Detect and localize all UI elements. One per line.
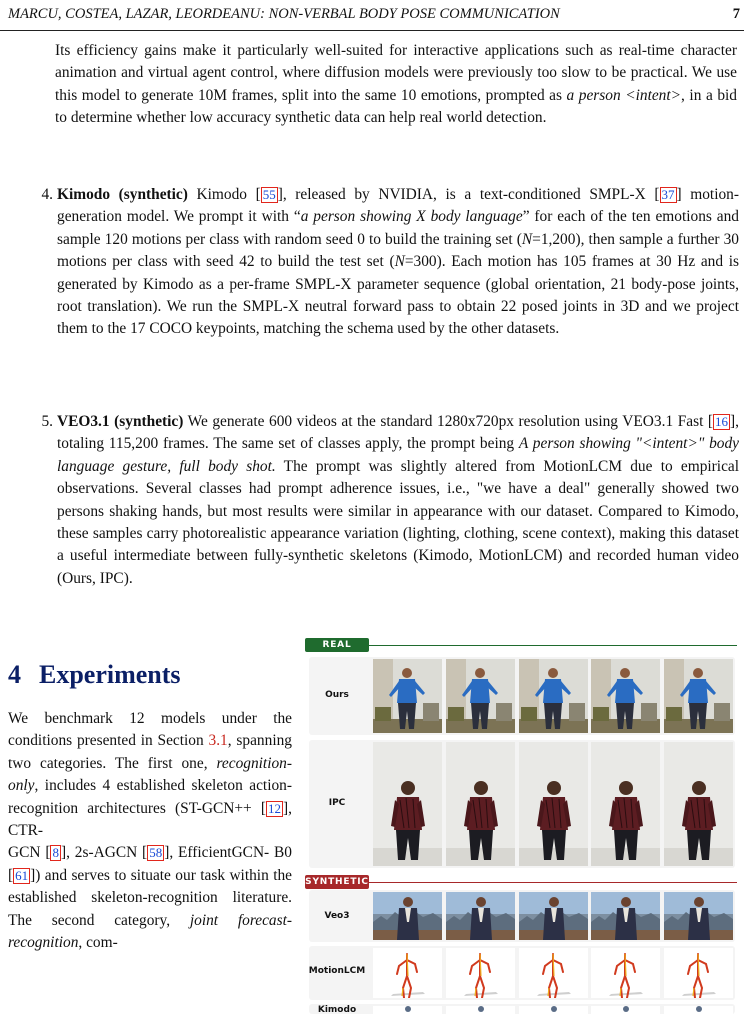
text-run: , in a bid to determine whether low accuracy synthetic data can help real world detection. bbox=[55, 86, 737, 127]
citation-link[interactable]: 12 bbox=[268, 800, 282, 816]
list-item-text bbox=[57, 411, 739, 590]
text-run: ], CTR- bbox=[8, 799, 292, 840]
motionlcm-sample-image bbox=[591, 948, 660, 998]
veo3-sample-image bbox=[446, 892, 515, 940]
text-run: We generate 600 videos at the standard 1280x720px resolution using VEO3.1 Fast [ bbox=[183, 413, 714, 430]
italic-run: a person <intent> bbox=[566, 86, 682, 104]
text-run: , com- bbox=[78, 934, 118, 952]
italic-run: A person showing "<intent>" body language gesture, full body shot. bbox=[57, 435, 739, 475]
citation-link[interactable]: 37 bbox=[661, 187, 675, 202]
veo3-sample-image bbox=[664, 892, 733, 940]
text-run: The prompt was slightly altered from MotionLCM due to empirical observations. Several classes had prompt adherence issues, i.e., "we have a deal" generally showed two persons shaking hands, but most results were similar in appearance with our dataset. Compared to Kimodo, these samples carry photorealistic appearance variation (lighting, clothing, scene context), making this dataset a useful intermediate between fully-synthetic skeletons (Kimodo, MotionLCM) and recorded human video (Ours, IPC). bbox=[57, 457, 740, 587]
ours-sample-image bbox=[591, 659, 660, 733]
motionlcm-sample-image bbox=[373, 948, 442, 998]
text-run: GCN [ bbox=[8, 844, 51, 862]
citation-link[interactable]: 58 bbox=[149, 845, 163, 861]
text-run: ]) and serves to situate our task within the established skeleton-recognition literature. The second category, bbox=[8, 866, 292, 929]
ipc-sample-image bbox=[591, 742, 660, 866]
real-group-badge: REAL bbox=[305, 638, 369, 652]
text-run: Kimodo [ bbox=[187, 186, 261, 203]
citation-link[interactable]: 8 bbox=[52, 845, 59, 861]
veo3-sample-image bbox=[591, 892, 660, 940]
text-run: Its efficiency gains make it particularly well-suited for interactive applications such as real-time character animation and virtual agent control, where diffusion models were previously too slow to be practical. We use this model to generate 10M frames, split into the same 10 emotions, prompted as bbox=[55, 42, 737, 104]
italic-run: recognition-only bbox=[8, 754, 292, 795]
veo3-sample-image bbox=[373, 892, 442, 940]
page-number: 7 bbox=[732, 6, 740, 22]
text-run: We benchmark 12 models under the conditions presented in Section bbox=[8, 710, 292, 750]
italic-run: a person showing X body language bbox=[300, 208, 523, 226]
text-run: , spanning two categories. The first one, bbox=[8, 732, 292, 772]
row-label-ours: Ours bbox=[325, 690, 349, 700]
synthetic-group-badge: SYNTHETIC bbox=[305, 877, 369, 887]
row-label-ipc: IPC bbox=[328, 798, 346, 808]
section-heading bbox=[8, 660, 181, 690]
experiments-paragraph bbox=[8, 708, 292, 954]
motionlcm-sample-image bbox=[446, 948, 515, 998]
citation-link[interactable]: 16 bbox=[715, 414, 729, 429]
text-run: ], 2s-AGCN [ bbox=[60, 844, 148, 862]
intro-paragraph bbox=[55, 40, 737, 130]
running-title: MARCU, COSTEA, LAZAR, LEORDEANU: NON-VERBAL BODY POSE COMMUNICATION bbox=[8, 6, 560, 22]
row-label-motionlcm: MotionLCM bbox=[308, 966, 366, 976]
ours-sample-image bbox=[446, 659, 515, 733]
kimodo-sample-image bbox=[591, 1006, 660, 1014]
ipc-sample-image bbox=[664, 742, 733, 866]
ipc-sample-image bbox=[373, 742, 442, 866]
bold-run: Kimodo (synthetic) bbox=[57, 186, 188, 203]
ours-sample-image bbox=[664, 659, 733, 733]
citation-link[interactable]: 61 bbox=[15, 867, 29, 883]
text-run-overflow bbox=[8, 844, 269, 861]
text-run: ] motion-generation model. We prompt it with “ bbox=[57, 186, 739, 226]
italic-run: N bbox=[521, 230, 533, 248]
text-run: =1,200), then sample a further 30 motions per class with seed 42 to build the test set ( bbox=[57, 230, 739, 271]
section-title: Experiments bbox=[39, 660, 181, 689]
motionlcm-sample-image bbox=[519, 948, 588, 998]
row-label-kimodo: Kimodo bbox=[317, 1005, 357, 1015]
list-number: 5. bbox=[41, 413, 53, 430]
bold-run: VEO3.1 (synthetic) bbox=[57, 413, 184, 430]
kimodo-sample-image bbox=[519, 1006, 588, 1014]
synthetic-group-line bbox=[369, 882, 737, 883]
text-run: B0 [ bbox=[8, 844, 293, 884]
section-number: 4 bbox=[8, 660, 21, 689]
ipc-sample-image bbox=[446, 742, 515, 866]
list-number: 4. bbox=[41, 186, 53, 203]
text-run: =300). Each motion has 105 frames at 30 Hz and is generated by Kimodo as a per-frame SMPL-X parameter sequence (global orientation, 21 body-pose joints, root translation). We run the SMPL-X neutral forward pass to obtain 22 posed joints in 3D and we project them to the 17 COCO keypoints, matching the schema used by the other datasets. bbox=[57, 253, 739, 338]
kimodo-sample-image bbox=[664, 1006, 733, 1014]
citation-link[interactable]: 55 bbox=[262, 187, 276, 202]
text-run: ], released by NVIDIA, is a text-conditioned SMPL-X [ bbox=[277, 186, 660, 203]
list-item-text bbox=[57, 184, 739, 341]
text-run: ], EfficientGCN- bbox=[164, 844, 270, 862]
motionlcm-sample-image bbox=[664, 948, 733, 998]
section-ref-link[interactable]: 3.1 bbox=[208, 732, 228, 750]
kimodo-sample-image bbox=[373, 1006, 442, 1014]
real-group-line bbox=[369, 645, 737, 646]
dataset-samples-figure bbox=[305, 638, 737, 1015]
text-run: ” for each of the ten emotions and sample 120 motions per class with random seed 0 to build the training set ( bbox=[57, 208, 739, 248]
kimodo-sample-image bbox=[446, 1006, 515, 1014]
veo3-sample-image bbox=[519, 892, 588, 940]
text-run: , includes 4 established skeleton action-recognition architectures (ST-GCN++ [ bbox=[8, 777, 292, 817]
italic-run: joint forecast-recognition bbox=[8, 911, 292, 952]
ours-sample-image bbox=[373, 659, 442, 733]
header-rule bbox=[0, 30, 744, 31]
ipc-sample-image bbox=[519, 742, 588, 866]
row-label-veo3: Veo3 bbox=[324, 911, 350, 921]
ours-sample-image bbox=[519, 659, 588, 733]
running-header bbox=[8, 5, 740, 23]
italic-run: N bbox=[394, 253, 405, 271]
text-run: ], totaling 115,200 frames. The same set of classes apply, the prompt being bbox=[57, 413, 740, 453]
